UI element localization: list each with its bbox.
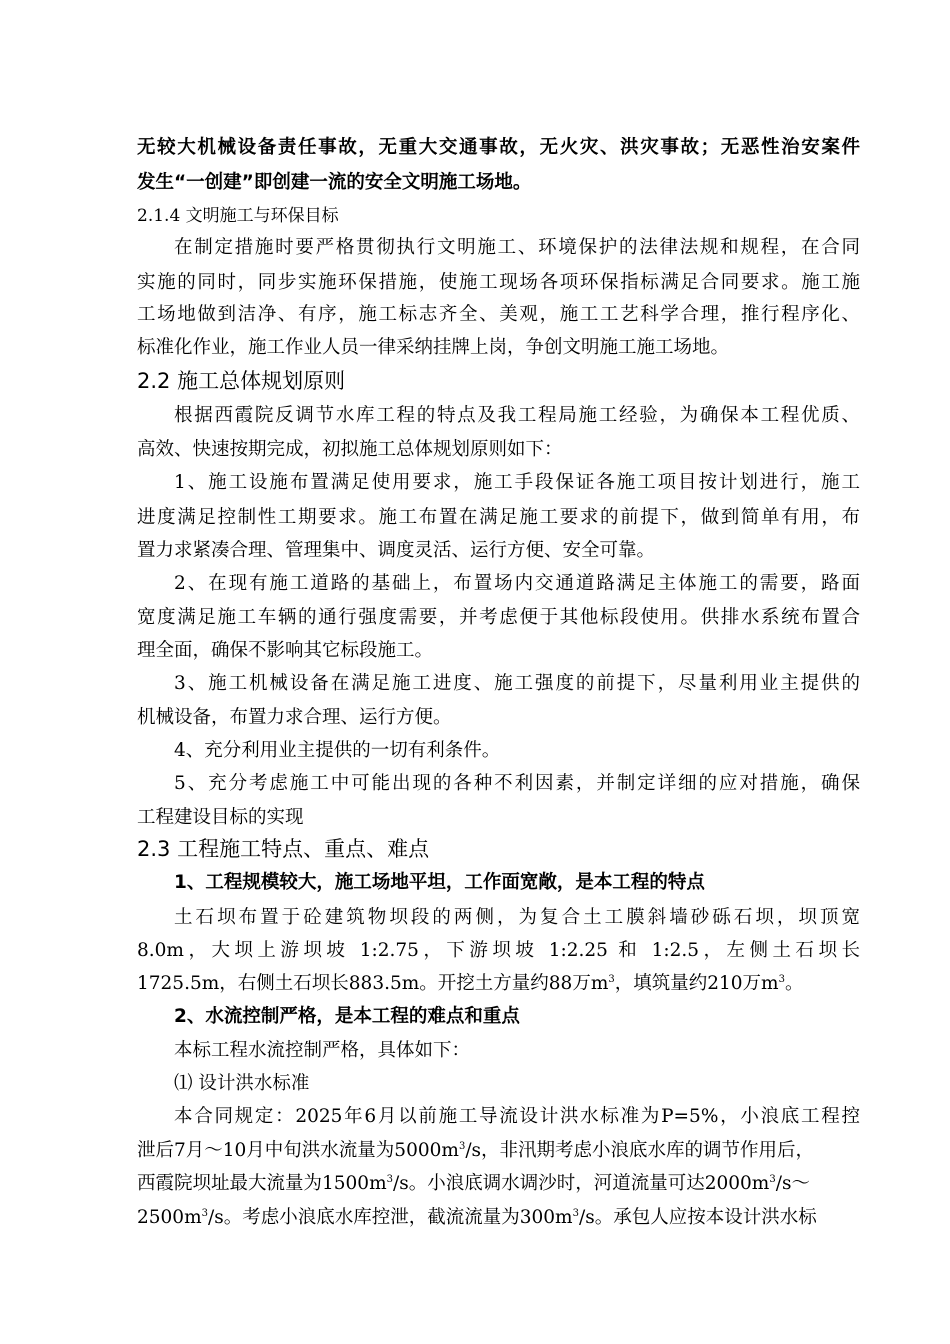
text-line: 根据西霞院反调节水库工程的特点及我工程局施工经验，为确保本工程优质、 xyxy=(174,405,860,426)
section-heading-2-2: 2.2 施工总体规划原则 xyxy=(137,369,346,393)
text-run: /s，非汛期考虑小浪底水库的调节作用后， xyxy=(465,1140,815,1161)
text-line: 5、充分考虑施工中可能出现的各种不利因素，并制定详细的应对措施，确保 xyxy=(174,773,860,794)
text-line: 实施的同时，同步实施环保措施，使施工现场各项环保指标满足合同要求。施工施 xyxy=(137,272,860,293)
text-line: 置力求紧凑合理、管理集中、调度灵活、运行方便、安全可靠。 xyxy=(137,540,656,561)
text-run: 。 xyxy=(784,973,804,994)
text-run: 西霞院坝址最大流量为1500m xyxy=(137,1173,387,1194)
text-run: 泄后7月～10月中旬洪水流量为5000m xyxy=(137,1140,459,1161)
section-heading-2-3: 2.3 工程施工特点、重点、难点 xyxy=(137,837,430,861)
subheading-2: 2、水流控制严格，是本工程的难点和重点 xyxy=(174,1006,520,1027)
text-run: /s～ xyxy=(775,1173,810,1194)
superscript: 3 xyxy=(778,973,785,985)
text-line: 1、施工设施布置满足使用要求，施工手段保证各施工项目按计划进行，施工 xyxy=(174,472,860,493)
text-line: 工程建设目标的实现 xyxy=(137,807,304,828)
text-line: 无较大机械设备责任事故，无重大交通事故，无火灾、洪灾事故；无恶性治安案件 xyxy=(137,137,860,158)
text-line: 本合同规定：2025年6月以前施工导流设计洪水标准为P=5%，小浪底工程控 xyxy=(174,1106,860,1127)
text-line: 宽度满足施工车辆的通行强度需要，并考虑便于其他标段使用。供排水系统布置合 xyxy=(137,607,860,628)
text-run: /s。考虑小浪底水库控泄，截流流量为300m xyxy=(208,1207,573,1228)
text-run: ，填筑量约210万m xyxy=(614,973,779,994)
text-line: 进度满足控制性工期要求。施工布置在满足施工要求的前提下，做到简单有用，布 xyxy=(137,507,860,528)
text-line xyxy=(137,1205,817,1231)
superscript: 3 xyxy=(458,1140,466,1152)
text-run: /s。小浪底调水调沙时，河道流量可达2000m xyxy=(393,1173,770,1194)
text-line: 土石坝布置于砼建筑物坝段的两侧，为复合土工膜斜墙砂砾石坝，坝顶宽 xyxy=(174,907,860,928)
text-line: 2、在现有施工道路的基础上，布置场内交通道路满足主体施工的需要，路面 xyxy=(174,573,860,594)
section-heading-2-1-4: 2.1.4 文明施工与环保目标 xyxy=(137,206,339,226)
text-run: 2500m xyxy=(137,1207,202,1228)
text-line: 高效、快速按期完成，初拟施工总体规划原则如下： xyxy=(137,439,563,460)
text-line: 标准化作业，施工作业人员一律采纳挂牌上岗，争创文明施工施工场地。 xyxy=(137,337,730,358)
text-line: 本标工程水流控制严格，具体如下： xyxy=(174,1040,471,1061)
superscript: 3 xyxy=(572,1207,579,1219)
text-run: 1725.5m，右侧土石坝长883.5m。开挖土方量约88万m xyxy=(137,973,609,994)
text-line: 8.0m，大坝上游坝坡 1:2.75，下游坝坡 1:2.25 和 1:2.5，左侧土石坝长 xyxy=(137,940,860,961)
subheading-1: 1、工程规模较大，施工场地平坦，工作面宽敞，是本工程的特点 xyxy=(174,872,705,893)
text-run: /s。承包人应按本设计洪水标 xyxy=(578,1207,817,1228)
text-line: ⑴ 设计洪水标准 xyxy=(174,1073,310,1094)
superscript: 3 xyxy=(201,1207,208,1219)
text-line: 4、充分利用业主提供的一切有利条件。 xyxy=(174,740,501,761)
text-line xyxy=(137,971,804,997)
superscript: 3 xyxy=(769,1173,776,1185)
text-line: 在制定措施时要严格贯彻执行文明施工、环境保护的法律法规和规程，在合同 xyxy=(174,237,860,258)
text-line: 理全面，确保不影响其它标段施工。 xyxy=(137,640,434,661)
text-line: 机械设备，布置力求合理、运行方便。 xyxy=(137,707,452,728)
text-line: 3、施工机械设备在满足施工进度、施工强度的前提下，尽量利用业主提供的 xyxy=(174,673,860,694)
text-line: 工场地做到洁净、有序，施工标志齐全、美观，施工工艺科学合理，推行程序化、 xyxy=(137,304,860,325)
text-line xyxy=(137,1171,810,1197)
superscript: 3 xyxy=(386,1173,393,1185)
superscript: 3 xyxy=(608,973,615,985)
text-line xyxy=(137,1138,814,1164)
text-line: 发生“一创建”即创建一流的安全文明施工场地。 xyxy=(137,172,532,193)
